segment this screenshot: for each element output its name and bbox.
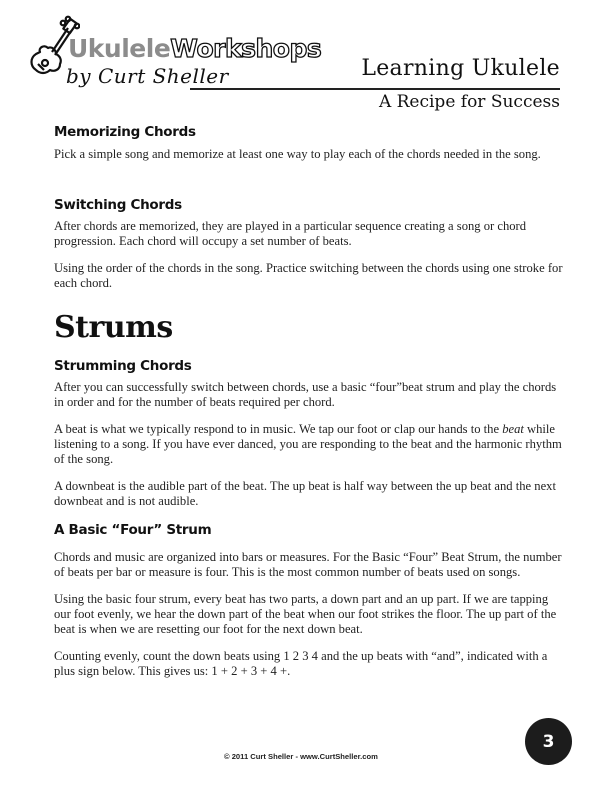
paragraph: Pick a simple song and memorize at least one way to play each of the chords needed in the song. (54, 147, 541, 161)
section-heading: A Basic “Four” Strum (54, 522, 212, 538)
page-number-badge (525, 718, 572, 765)
emphasis-beat: beat (502, 422, 524, 436)
header-subtitle: A Recipe for Success (378, 92, 560, 112)
section-switching (54, 197, 564, 291)
section-heading: Strumming Chords (54, 358, 192, 374)
paragraph: A beat is what we typically respond to in music. We tap our foot or clap our hands to the beat while listening to a song. If you have ever danced, you are responding to the beat and the harmonic rhythm of the song. (54, 422, 562, 466)
paragraph: After chords are memorized, they are played in a particular sequence creating a song or chord progression. Each chord will occupy a set number of beats. (54, 219, 527, 248)
section-strumming (54, 358, 564, 509)
page-header (0, 0, 612, 120)
page-number: 3 (542, 731, 555, 752)
paragraph: Using the basic four strum, every beat has two parts, a down part and an up part. If we are tapping our foot evenly, we hear the down part of the beat when our foot strikes the floor. The up part of the beat is when we are resetting our foot for the next down beat. (54, 592, 557, 636)
chapter-title: Strums (54, 310, 173, 345)
section-heading: Memorizing Chords (54, 124, 196, 140)
paragraph: Counting evenly, count the down beats using 1 2 3 4 and the up beats with “and”, indicated with a plus sign below. This gives us: 1 + 2 + 3 + 4 +. (54, 649, 548, 678)
section-strums (54, 310, 564, 345)
footer-copyright: © 2011 Curt Sheller - www.CurtSheller.com (224, 752, 378, 761)
paragraph: Using the order of the chords in the song. Practice switching between the chords using one stroke for each chord. (54, 261, 563, 290)
section-heading: Switching Chords (54, 197, 182, 213)
header-title: Learning Ukulele (361, 56, 560, 81)
section-basic-four-strum (54, 522, 564, 679)
section-memorizing (54, 124, 564, 162)
header-divider (190, 88, 560, 90)
paragraph: A downbeat is the audible part of the beat. The up beat is half way between the up beat and the next downbeat and is not audible. (54, 479, 556, 508)
logo-brand: UkuleleWorkshops (68, 34, 322, 63)
logo-byline: by Curt Sheller (66, 64, 229, 88)
paragraph: After you can successfully switch between chords, use a basic “four”beat strum and play the chords in order and for the number of beats required per chord. (54, 380, 557, 409)
paragraph: Chords and music are organized into bars or measures. For the Basic “Four” Beat Strum, the number of beats per bar or measure is four. This is the most common number of beats used on songs. (54, 550, 562, 579)
